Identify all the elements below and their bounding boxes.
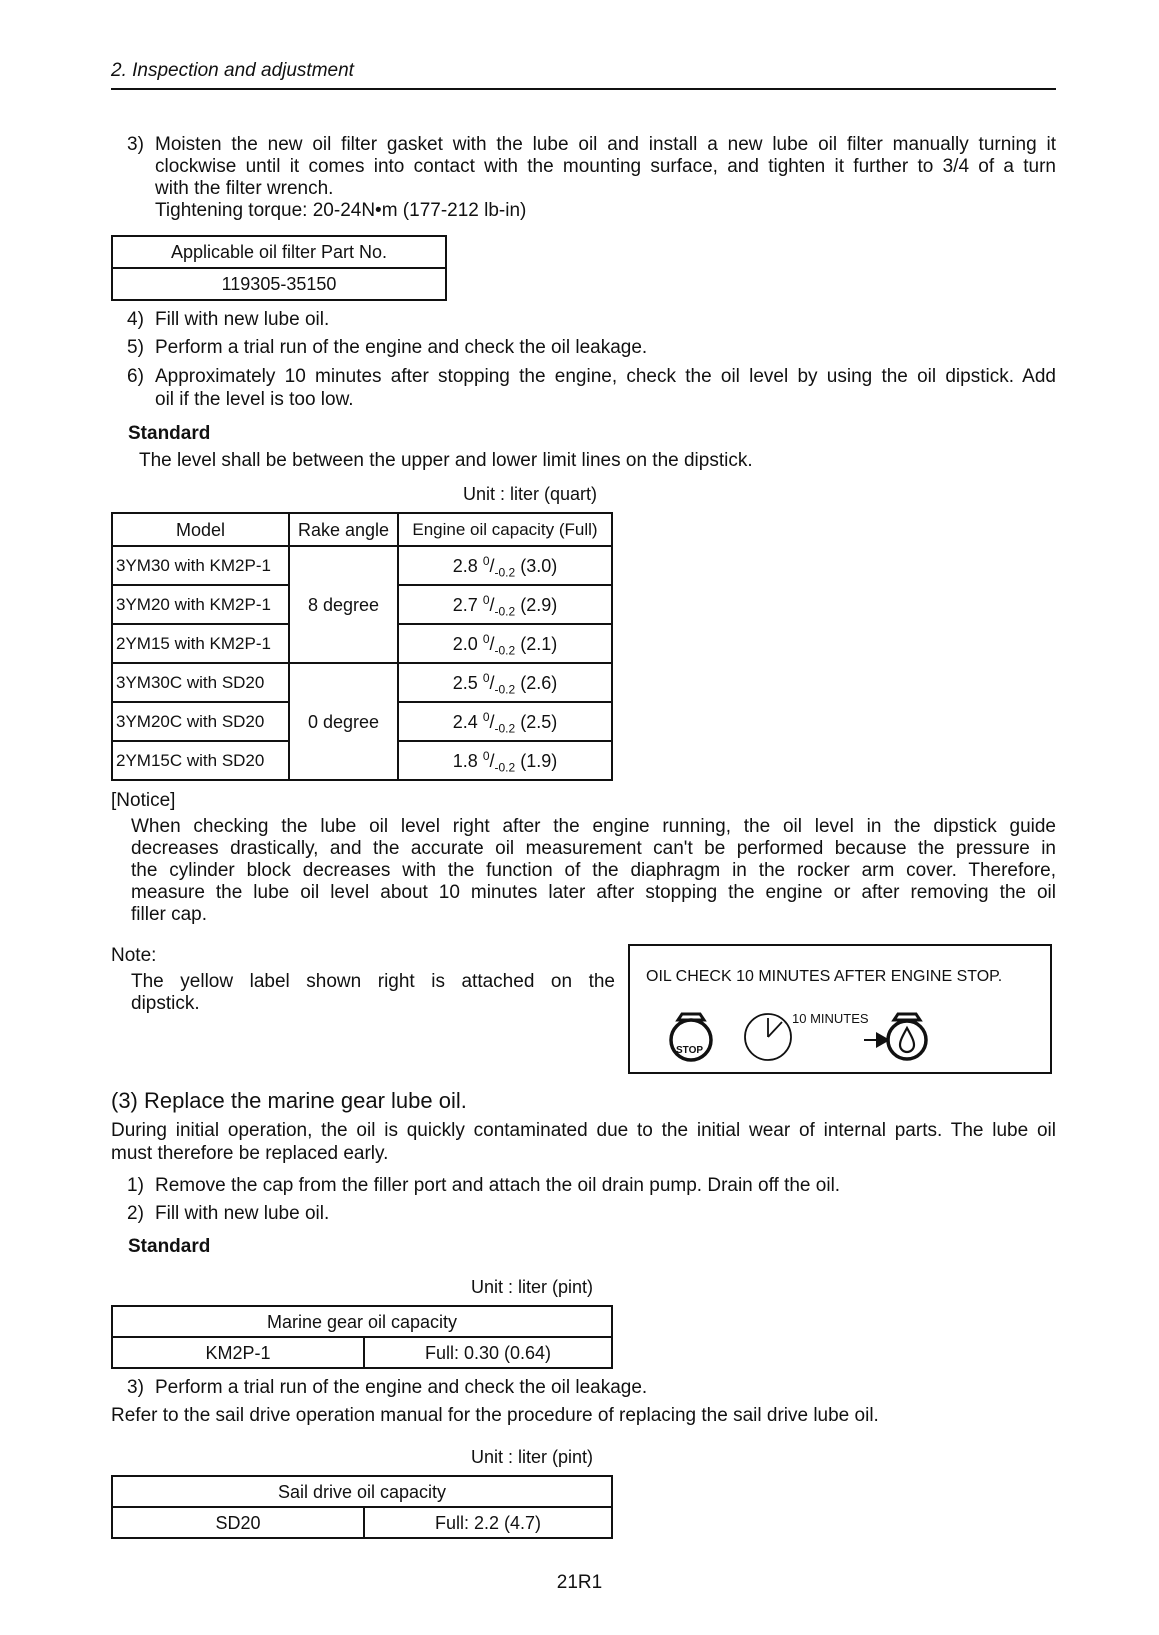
capacity-quart: (2.6) xyxy=(520,672,558,693)
tolerance-upper: 0 xyxy=(482,631,490,646)
notice-line: decreases drastically, and the accurate oil measurement can't be performed because the pressure in xyxy=(131,838,1056,859)
filter-table-header: Applicable oil filter Part No. xyxy=(112,236,446,268)
arrow-icon xyxy=(864,1032,890,1048)
engine-col-model: Model xyxy=(112,513,289,546)
note-line2: dipstick. xyxy=(131,993,200,1014)
sail-drive-table xyxy=(111,1475,613,1539)
table-row xyxy=(112,663,612,702)
section3-step1-number: 1) xyxy=(127,1175,144,1196)
step3b-number: 3) xyxy=(127,1377,144,1398)
tolerance-lower: -0.2 xyxy=(494,643,516,658)
section3-title: (3) Replace the marine gear lube oil. xyxy=(111,1088,467,1113)
engine-col-capacity: Engine oil capacity (Full) xyxy=(398,513,612,546)
sail-table-value: Full: 2.2 (4.7) xyxy=(364,1507,612,1538)
sail-unit: Unit : liter (pint) xyxy=(471,1447,594,1467)
capacity-quart: (2.9) xyxy=(520,594,558,615)
engine-row-capacity: 2.8 $^0/_{-0.2}$ (3.0) xyxy=(398,546,612,585)
oil-label-text: OIL CHECK 10 MINUTES AFTER ENGINE STOP. xyxy=(646,968,1003,985)
notice-title: [Notice] xyxy=(111,790,176,811)
header-rule xyxy=(111,88,1056,90)
filter-table xyxy=(111,235,447,301)
capacity-value: 2.7 xyxy=(452,594,478,615)
step5-number: 5) xyxy=(127,337,144,358)
engine-row-capacity: 2.5 $^0/_{-0.2}$ (2.6) xyxy=(398,663,612,702)
tolerance-upper: 0 xyxy=(482,592,490,607)
sail-table-header: Sail drive oil capacity xyxy=(112,1476,612,1507)
step4-number: 4) xyxy=(127,309,144,330)
step3-line3: with the filter wrench. xyxy=(155,178,334,199)
step6-line2: oil if the level is too low. xyxy=(155,389,354,410)
step3-line1: Moisten the new oil filter gasket with the lube oil and install a new lube oil filter manually turning it xyxy=(155,134,1056,155)
section3-line2: must therefore be replaced early. xyxy=(111,1143,389,1164)
notice-body xyxy=(131,816,1056,926)
section3-step1-text: Remove the cap from the filler port and attach the oil drain pump. Drain off the oil. xyxy=(155,1175,841,1196)
section3-line1: During initial operation, the oil is quickly contaminated due to the initial wear of internal parts. The lube oil xyxy=(111,1120,1056,1141)
engine-row-capacity: 2.7 $^0/_{-0.2}$ (2.9) xyxy=(398,585,612,624)
section3-step2-text: Fill with new lube oil. xyxy=(155,1203,330,1224)
tolerance-lower: -0.2 xyxy=(494,565,516,580)
note-line1: The yellow label shown right is attached on the xyxy=(131,971,615,992)
notice-line: When checking the lube oil level right after the engine running, the oil level in the dipstick guide xyxy=(131,816,1056,837)
marine-unit: Unit : liter (pint) xyxy=(471,1277,594,1297)
sail-table-model: SD20 xyxy=(112,1507,364,1538)
tolerance-upper: 0 xyxy=(482,709,490,724)
tolerance-upper: 0 xyxy=(482,748,490,763)
tolerance-lower: -0.2 xyxy=(494,721,516,736)
rake-8-degree: 8 degree xyxy=(289,546,398,663)
oil-check-label xyxy=(628,944,1052,1074)
section3-standard-label: Standard xyxy=(128,1236,211,1257)
engine-unit: Unit : liter (quart) xyxy=(463,484,598,504)
filter-table-value: 119305-35150 xyxy=(112,268,446,300)
capacity-quart: (3.0) xyxy=(520,555,558,576)
tolerance-upper: 0 xyxy=(482,670,490,685)
tolerance-lower: -0.2 xyxy=(494,682,516,697)
engine-oil-table xyxy=(111,512,613,781)
standard-text: The level shall be between the upper and lower limit lines on the dipstick. xyxy=(139,450,753,471)
capacity-value: 2.4 xyxy=(452,711,478,732)
engine-row-model: 3YM30C with SD20 xyxy=(112,663,289,702)
standard-label: Standard xyxy=(128,423,211,444)
capacity-value: 2.8 xyxy=(452,555,478,576)
capacity-value: 2.0 xyxy=(452,633,478,654)
page-number: 21R1 xyxy=(556,1572,603,1593)
engine-row-model: 2YM15 with KM2P-1 xyxy=(112,624,289,663)
step6-text: Approximately 10 minutes after stopping the engine, check the oil level by using the oil dipstick. Add xyxy=(155,366,1056,387)
step4-text: Fill with new lube oil. xyxy=(155,309,330,330)
step3-text xyxy=(155,134,1056,222)
refer-text: Refer to the sail drive operation manual for the procedure of replacing the sail drive lube oil. xyxy=(111,1405,879,1426)
stop-text: STOP xyxy=(676,1045,704,1056)
step3b-text: Perform a trial run of the engine and check the oil leakage. xyxy=(155,1377,648,1398)
capacity-value: 2.5 xyxy=(452,672,478,693)
section3-step2-number: 2) xyxy=(127,1203,144,1224)
engine-row-model: 2YM15C with SD20 xyxy=(112,741,289,780)
engine-row-capacity: 2.4 $^0/_{-0.2}$ (2.5) xyxy=(398,702,612,741)
capacity-quart: (2.5) xyxy=(520,711,558,732)
step3-line2: clockwise until it comes into contact with the mounting surface, and tighten it further to 3/4 of a turn xyxy=(155,156,1056,177)
rake-0-degree: 0 degree xyxy=(289,663,398,780)
note-title: Note: xyxy=(111,945,157,966)
page-header: 2. Inspection and adjustment xyxy=(111,60,354,81)
notice-line: measure the lube oil level about 10 minutes later after stopping the engine or after removing the oil xyxy=(131,882,1056,903)
tolerance-lower: -0.2 xyxy=(494,760,516,775)
engine-row-model: 3YM30 with KM2P-1 xyxy=(112,546,289,585)
engine-col-rake: Rake angle xyxy=(289,513,398,546)
step3-line4: Tightening torque: 20-24N•m (177-212 lb-in) xyxy=(155,200,527,221)
table-row xyxy=(112,546,612,585)
notice-line: filler cap. xyxy=(131,904,208,925)
minutes-text: 10 MINUTES xyxy=(792,1011,869,1026)
marine-table-model: KM2P-1 xyxy=(112,1337,364,1368)
tolerance-lower: -0.2 xyxy=(494,604,516,619)
marine-table-value: Full: 0.30 (0.64) xyxy=(364,1337,612,1368)
tolerance-upper: 0 xyxy=(482,553,490,568)
notice-line: the cylinder block decreases with the function of the diaphragm in the rocker arm cover. Therefore, xyxy=(131,860,1056,881)
step5-text: Perform a trial run of the engine and check the oil leakage. xyxy=(155,337,648,358)
step6-number: 6) xyxy=(127,366,144,387)
capacity-value: 1.8 xyxy=(452,750,478,771)
marine-table-header: Marine gear oil capacity xyxy=(112,1306,612,1337)
engine-row-capacity: 2.0 $^0/_{-0.2}$ (2.1) xyxy=(398,624,612,663)
capacity-quart: (2.1) xyxy=(520,633,558,654)
engine-oil-icon xyxy=(888,1014,926,1059)
capacity-quart: (1.9) xyxy=(520,750,558,771)
engine-row-capacity: 1.8 $^0/_{-0.2}$ (1.9) xyxy=(398,741,612,780)
engine-row-model: 3YM20 with KM2P-1 xyxy=(112,585,289,624)
marine-gear-table xyxy=(111,1305,613,1369)
clock-icon xyxy=(745,1014,791,1060)
step3-number: 3) xyxy=(127,134,144,155)
engine-row-model: 3YM20C with SD20 xyxy=(112,702,289,741)
